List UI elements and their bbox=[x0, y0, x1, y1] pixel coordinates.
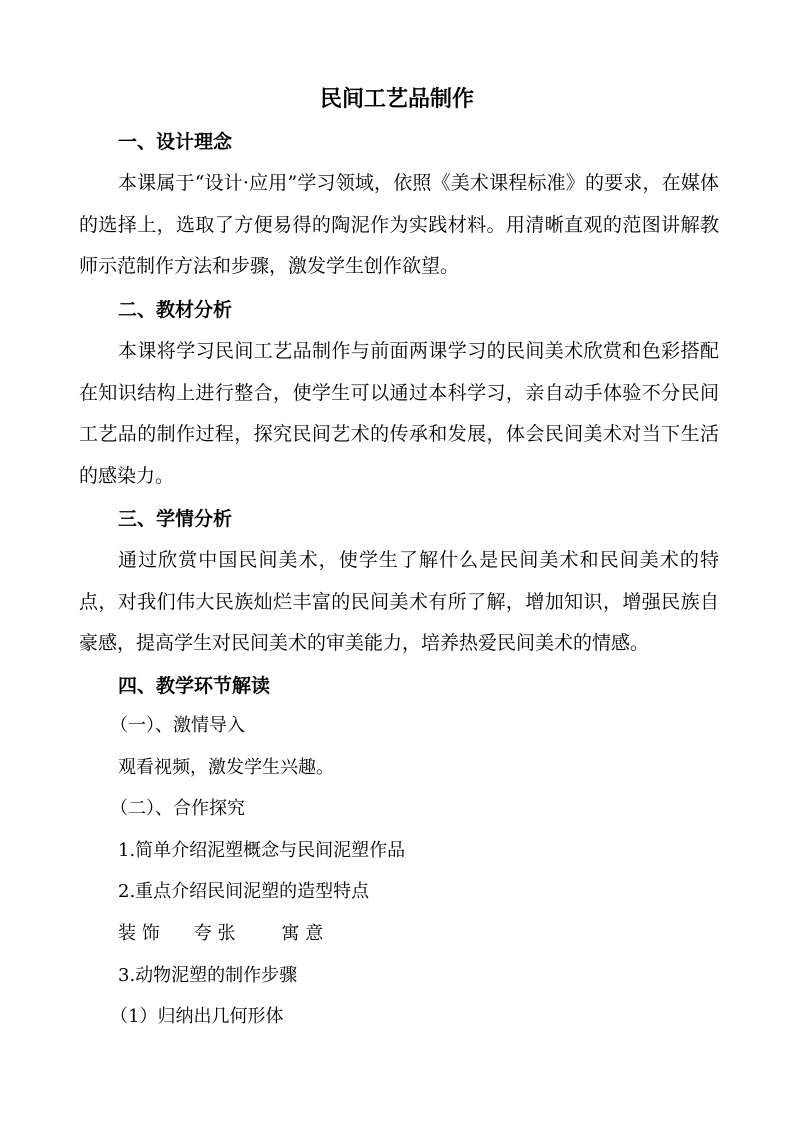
document-title: 民间工艺品制作 bbox=[319, 86, 474, 112]
feature-list bbox=[118, 920, 323, 948]
section-heading-material-analysis: 二、教材分析 bbox=[118, 299, 233, 321]
teaching-step-1: （1）归纳出几何形体 bbox=[110, 1006, 284, 1027]
section-paragraph-student-analysis: 通过欣赏中国民间美术，使学生了解什么是民间美术和民间美术的特点，对我们伟大民族灿烂丰富的民间美术有所了解，增加知识，增强民族自豪感，提高学生对民间美术的审美能力，培养热爱民间美术的情感。 bbox=[79, 549, 719, 654]
teaching-item-1: 1.简单介绍泥塑概念与民间泥塑作品 bbox=[118, 840, 406, 861]
section-paragraph-design-concept: 本课属于“设计·应用”学习领域，依照《美术课程标准》的要求，在媒体的选择上，选取了方便易得的陶泥作为实践材料。用清晰直观的范图讲解教师示范制作方法和步骤，激发学生创作欲望。 bbox=[79, 172, 719, 277]
section-paragraph-material-analysis: 本课将学习民间工艺品制作与前面两课学习的民间美术欣赏和色彩搭配在知识结构上进行整合，使学生可以通过本科学习，亲自动手体验不分民间工艺品的制作过程，探究民间艺术的传承和发展，体会民间美术对当下生活的感染力。 bbox=[79, 340, 719, 487]
section-heading-design-concept: 一、设计理念 bbox=[118, 131, 233, 153]
feature-decoration: 装 饰 bbox=[118, 923, 160, 944]
teaching-part2-label: （二）、合作探究 bbox=[110, 798, 245, 819]
teaching-part1-label: （一）、激情导入 bbox=[110, 715, 245, 736]
feature-meaning: 寓 意 bbox=[281, 923, 324, 944]
teaching-part1-text: 观看视频，激发学生兴趣。 bbox=[118, 757, 334, 778]
section-heading-student-analysis: 三、学情分析 bbox=[118, 508, 233, 530]
feature-exaggeration: 夸 张 bbox=[193, 923, 236, 944]
teaching-item-3: 3.动物泥塑的制作步骤 bbox=[118, 965, 298, 986]
teaching-item-2: 2.重点介绍民间泥塑的造型特点 bbox=[118, 881, 370, 902]
section-heading-teaching-steps: 四、教学环节解读 bbox=[118, 675, 271, 697]
